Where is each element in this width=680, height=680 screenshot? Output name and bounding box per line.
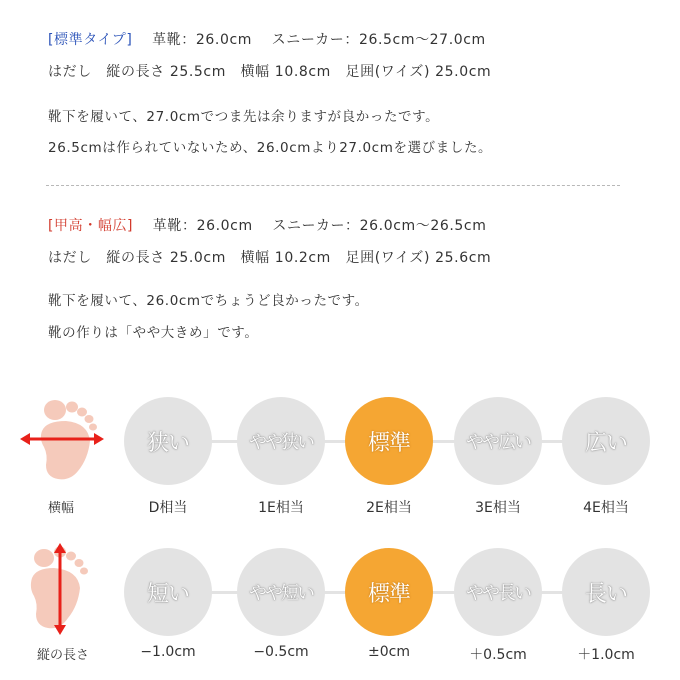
length-sub-label: ＋1.0cm bbox=[577, 647, 635, 663]
width-option-slightly-narrow: やや狭い bbox=[237, 397, 325, 485]
width-scale-label: 横幅 bbox=[47, 501, 74, 516]
width-option-wide: 広い bbox=[562, 397, 650, 485]
section1-shoe-sizes: 革靴：26.0cm スニーカー：26.5cm〜27.0cm bbox=[152, 32, 486, 48]
length-sub-label: −1.0cm bbox=[140, 644, 196, 660]
section2-tag: [甲高・幅広] bbox=[48, 218, 134, 234]
section2-note2: 靴の作りは「やや大きめ」です。 bbox=[48, 325, 259, 341]
length-scale bbox=[0, 540, 680, 670]
length-sub-label: −0.5cm bbox=[253, 644, 309, 660]
width-option-narrow: 狭い bbox=[124, 397, 212, 485]
section1-tag: [標準タイプ] bbox=[48, 32, 133, 48]
section1-note1: 靴下を履いて、27.0cmでつま先は余りますが良かったです。 bbox=[48, 109, 440, 125]
width-scale bbox=[0, 395, 680, 525]
width-sub-label: D相当 bbox=[148, 500, 188, 516]
section-divider bbox=[46, 185, 620, 186]
width-sub-label: 4E相当 bbox=[583, 500, 629, 516]
section1-note2: 26.5cmは作られていないため、26.0cmより27.0cmを選びました。 bbox=[48, 140, 493, 156]
width-option-standard: 標準 bbox=[345, 397, 433, 485]
width-sub-label: 2E相当 bbox=[366, 500, 412, 516]
width-sub-label: 1E相当 bbox=[258, 500, 304, 516]
width-sub-label: 3E相当 bbox=[475, 500, 521, 516]
width-option-slightly-wide: やや広い bbox=[454, 397, 542, 485]
length-sub-label: ＋0.5cm bbox=[469, 647, 527, 663]
length-option-slightly-long: やや長い bbox=[454, 548, 542, 636]
length-sub-label: ±0cm bbox=[368, 644, 410, 660]
length-scale-label: 縦の長さ bbox=[36, 648, 89, 663]
length-option-short: 短い bbox=[124, 548, 212, 636]
foot-width-icon bbox=[18, 397, 108, 483]
section2-measurements: はだし 縦の長さ 25.0cm 横幅 10.2cm 足囲(ワイズ) 25.6cm bbox=[48, 250, 492, 266]
foot-length-icon bbox=[22, 540, 102, 638]
length-option-standard: 標準 bbox=[345, 548, 433, 636]
section1-spec-line1 bbox=[48, 30, 486, 50]
section1-measurements: はだし 縦の長さ 25.5cm 横幅 10.8cm 足囲(ワイズ) 25.0cm bbox=[48, 64, 492, 80]
length-option-long: 長い bbox=[562, 548, 650, 636]
section2-note1: 靴下を履いて、26.0cmでちょうど良かったです。 bbox=[48, 293, 369, 309]
section2-spec-line1 bbox=[48, 216, 486, 236]
length-option-slightly-short: やや短い bbox=[237, 548, 325, 636]
section2-shoe-sizes: 革靴：26.0cm スニーカー：26.0cm〜26.5cm bbox=[152, 218, 487, 234]
